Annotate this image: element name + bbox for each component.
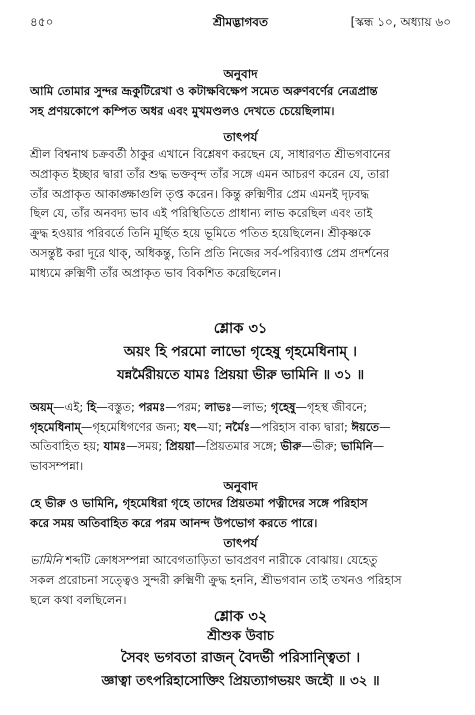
translation-text <box>30 494 451 534</box>
book-title: শ্রীমদ্ভাগবত <box>212 15 268 29</box>
text-line: শ্রীল বিশ্বনাথ চক্রবর্তী ঠাকুর এখানে বিশ্লেষণ করছেন যে, সাধারণত শ্রীভগবানের <box>30 147 391 161</box>
text-line: ভাবসম্পন্না। <box>30 458 84 473</box>
verse-line: যন্নর্মৈরীয়তে যামঃ প্রিয়য়া ভীরু ভামিনি ॥ ৩১ ॥ <box>116 368 365 383</box>
purport-heading: তাৎপর্য <box>223 130 258 144</box>
translation-heading: অনুবাদ <box>223 67 258 81</box>
synonyms-section <box>30 398 451 476</box>
verse-line: সৈবং ভগবতা রাজন্‌ বৈদর্ভী পরিসান্ত্বিতা । <box>120 650 361 666</box>
verse-line: জ্ঞাত্বা তৎপরিহাসোক্তিং প্রিয়ত্যাগভয়ং জহৌ ॥ ৩২ ॥ <box>101 674 380 689</box>
verse-speaker: শ্রীশুক উবাচ <box>207 629 274 644</box>
text-line: গৃহমেধিনাম্‌—গৃহমেধিগণের জন্য; যৎ—যা; নর্মৈঃ—পরিহাস বাক্য দ্বারা; ঈয়তে— <box>30 419 391 434</box>
verse-number: শ্লোক ৩২ <box>213 609 268 625</box>
translation-heading: অনুবাদ <box>223 479 258 493</box>
page-header <box>30 14 451 34</box>
synonyms-text <box>30 398 451 476</box>
text-line: করে সময় অতিবাহিত করে পরম আনন্দ উপভোগ করতে পারে। <box>30 515 318 530</box>
purport-section-2 <box>30 535 451 610</box>
purport-section-1 <box>30 129 451 284</box>
text-line: অসন্তুষ্ট করা দূরে থাক্‌, অধিকন্তু, তিনি প্রতি নিজের সর্ব-পরিব্যাপ্ত প্রেম প্রদর্শনের <box>30 245 390 260</box>
page-number: ৪৫০ <box>30 15 54 29</box>
text-line: সকল প্ররোচনা সত্ত্বেও সুন্দরী রুক্মিণী ক্রুদ্ধ হননি, শ্রীভগবান তাই তখনও পরিহাস <box>30 572 402 587</box>
purport-text <box>30 145 451 284</box>
text-line: অতিবাহিত হয়; যামঃ—সময়; প্রিয়য়া—প্রিয়তমার সঙ্গে; ভীরু—ভীরু; ভামিনি— <box>30 439 385 453</box>
text-line: ক্রুদ্ধ হওয়ার পরিবর্তে তিনি মূর্ছিত হয়ে ভূমিতে পতিত হয়েছিলেন। শ্রীকৃষ্ণকে <box>30 226 371 241</box>
text-line: ছিল যে, তাঁর অনবদ্য ভাব এই পরিস্থিতিতে প্রাধান্য লাভ করেছিল এবং তাই <box>30 206 373 221</box>
text-line: ছলে কথা বলছিলেন। <box>30 592 127 607</box>
verse-32 <box>30 606 451 694</box>
text-line: অপ্রাকৃত ইচ্ছার দ্বারা তাঁর শুদ্ধ ভক্তবৃন্দ তাঁর সঙ্গে এমন আচরণ করেন যে, তারা <box>30 166 390 181</box>
text-line: মাধ্যমে রুক্মিণী তাঁর অপ্রাকৃত ভাব বিকশিত করেছিলেন। <box>30 265 281 280</box>
translation-section-2 <box>30 478 451 534</box>
purport-heading: তাৎপর্য <box>223 536 258 550</box>
verse-line: অয়ং হি পরমো লাভো গৃহেষু গৃহমেধিনাম্‌ । <box>123 344 358 360</box>
text-line: অয়ম্‌—এই; হি—বস্তুত; পরমঃ—পরম; লাভঃ—লাভ; গৃহেষু—গৃহস্থ জীবনে; <box>30 400 368 414</box>
translation-text <box>30 82 451 122</box>
verse-number: শ্লোক ৩১ <box>213 321 268 337</box>
text-line: সহ প্রণয়কোপে কম্পিত অধর এবং মুখমণ্ডলও দেখতে চেয়েছিলাম। <box>30 103 335 118</box>
translation-section-1 <box>30 66 451 122</box>
text-line: হে ভীরু ও ভামিনি, গৃহমেধিরা গৃহে তাদের প্রিয়তমা পত্নীদের সঙ্গে পরিহাস <box>30 496 368 510</box>
text-line: ভামিনি শব্দটি ক্রোধসম্পন্না আবেগতাড়িতা ভাবপ্রবণ নারীকে বোঝায়। যেহেতু <box>30 553 378 567</box>
canto-chapter-reference: [স্কন্ধ ১০, অধ্যায় ৬০ <box>350 15 451 29</box>
purport-text <box>30 551 451 610</box>
verse-31 <box>30 318 451 388</box>
text-line: আমি তোমার সুন্দর ভ্রূকুটিরেখা ও কটাক্ষবিক্ষেপ সমেত অরুণবর্ণের নেত্রপ্রান্ত <box>30 84 378 98</box>
text-line: তাঁর অপ্রাকৃত আকাঙ্ক্ষাগুলি তৃপ্ত করেন। কিন্তু রুক্মিণীর প্রেম এমনই দৃঢ়বদ্ধ <box>30 186 370 201</box>
